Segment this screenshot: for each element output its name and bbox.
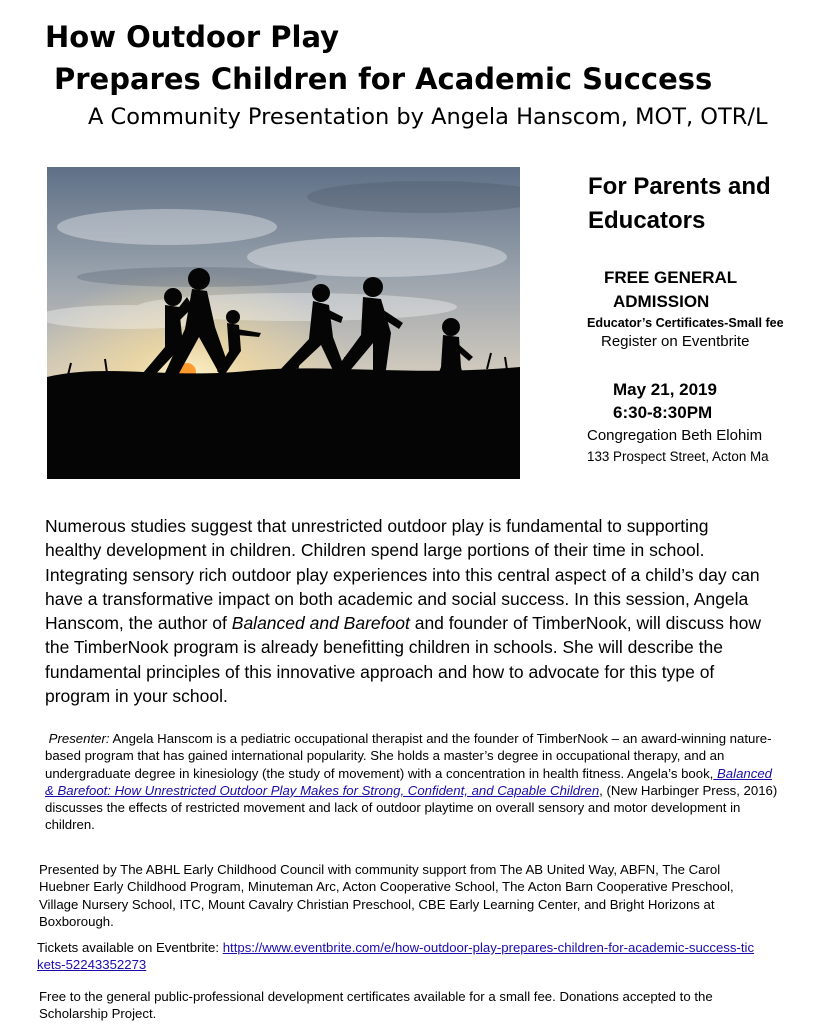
hero-image xyxy=(47,167,520,479)
presenter-text-2: , (New Harbinger Press, 2016) discusses the effects of restricted movement and lack of outdoor playtime on overall sensory and motor development in children. xyxy=(45,782,778,833)
event-time: 6:30-8:30PM xyxy=(613,403,713,422)
book-title-italic: Balanced and Barefoot xyxy=(231,613,410,634)
admission-line-1: FREE GENERAL xyxy=(604,268,738,287)
tickets-label: Tickets available on Eventbrite: xyxy=(37,940,223,955)
description-text-1: Numerous studies suggest that unrestricted outdoor play is fundamental to supporting healthy development in children. Children spend large portions of their time in school. Integrating sensory rich outdoor play experiences into this central aspect of a child’s day can have a transformative impact on both academic and social success. In this session, Angela Hanscom, the author of xyxy=(45,516,760,634)
description-paragraph xyxy=(45,514,765,708)
presenter-bio xyxy=(45,730,781,834)
presenter-text-1: Angela Hanscom is a pediatric occupational therapist and the founder of TimberNook – an award-winning nature-based program that has gained international popularity. She holds a master’s degree in occupational therapy, and an undergraduate degree in kinesiology (the study of movement) with a concentration in health fitness. Angela’s book, xyxy=(45,731,772,781)
venue-name: Congregation Beth Elohim xyxy=(587,427,763,444)
footer-note: Free to the general public-professional development certificates available for a small fee. Donations accepted to the Scholarship Project. xyxy=(39,989,713,1022)
audience-line-1: For Parents and xyxy=(588,173,771,200)
event-date: May 21, 2019 xyxy=(613,380,717,399)
admission-line-2: ADMISSION xyxy=(613,292,710,311)
register-note: Register on Eventbrite xyxy=(601,333,750,350)
venue-address: 133 Prospect Street, Acton Ma xyxy=(587,449,769,464)
subtitle: A Community Presentation by Angela Hanscom, MOT, OTR/L xyxy=(88,104,768,130)
title-line-1: How Outdoor Play xyxy=(45,20,340,54)
children-running-silhouette-sunset-icon xyxy=(47,167,520,479)
sponsors-text: Presented by The ABHL Early Childhood Council with community support from The AB United Way, ABFN, The Carol Huebner Early Childhood Program, Minuteman Arc, Acton Cooperative School, The Acton Barn Cooperative Preschool, Village Nursery School, ITC, Mount Cavalry Christian Preschool, CBE Early Learning Center, and Bright Horizons at Boxborough. xyxy=(39,862,734,929)
title-line-2: Prepares Children for Academic Success xyxy=(54,62,713,96)
certificates-note: Educator’s Certificates-Small fee xyxy=(587,316,784,330)
tickets-line xyxy=(37,939,757,974)
tickets-url-link[interactable]: https://www.eventbrite.com/e/how-outdoor-play-prepares-children-for-academic-success-tickets-52243352273 xyxy=(37,940,755,973)
audience-line-2: Educators xyxy=(588,207,706,234)
description-text-2: and founder of TimberNook, will discuss how the TimberNook program is already benefitting children in schools. She will describe the fundamental principles of this innovative approach and how to advocate for this type of program in your school. xyxy=(45,613,761,707)
presenter-label: Presenter: xyxy=(48,731,110,746)
book-link[interactable]: Balanced & Barefoot: How Unrestricted Outdoor Play Makes for Strong, Confident, and Capable Children xyxy=(45,765,772,798)
